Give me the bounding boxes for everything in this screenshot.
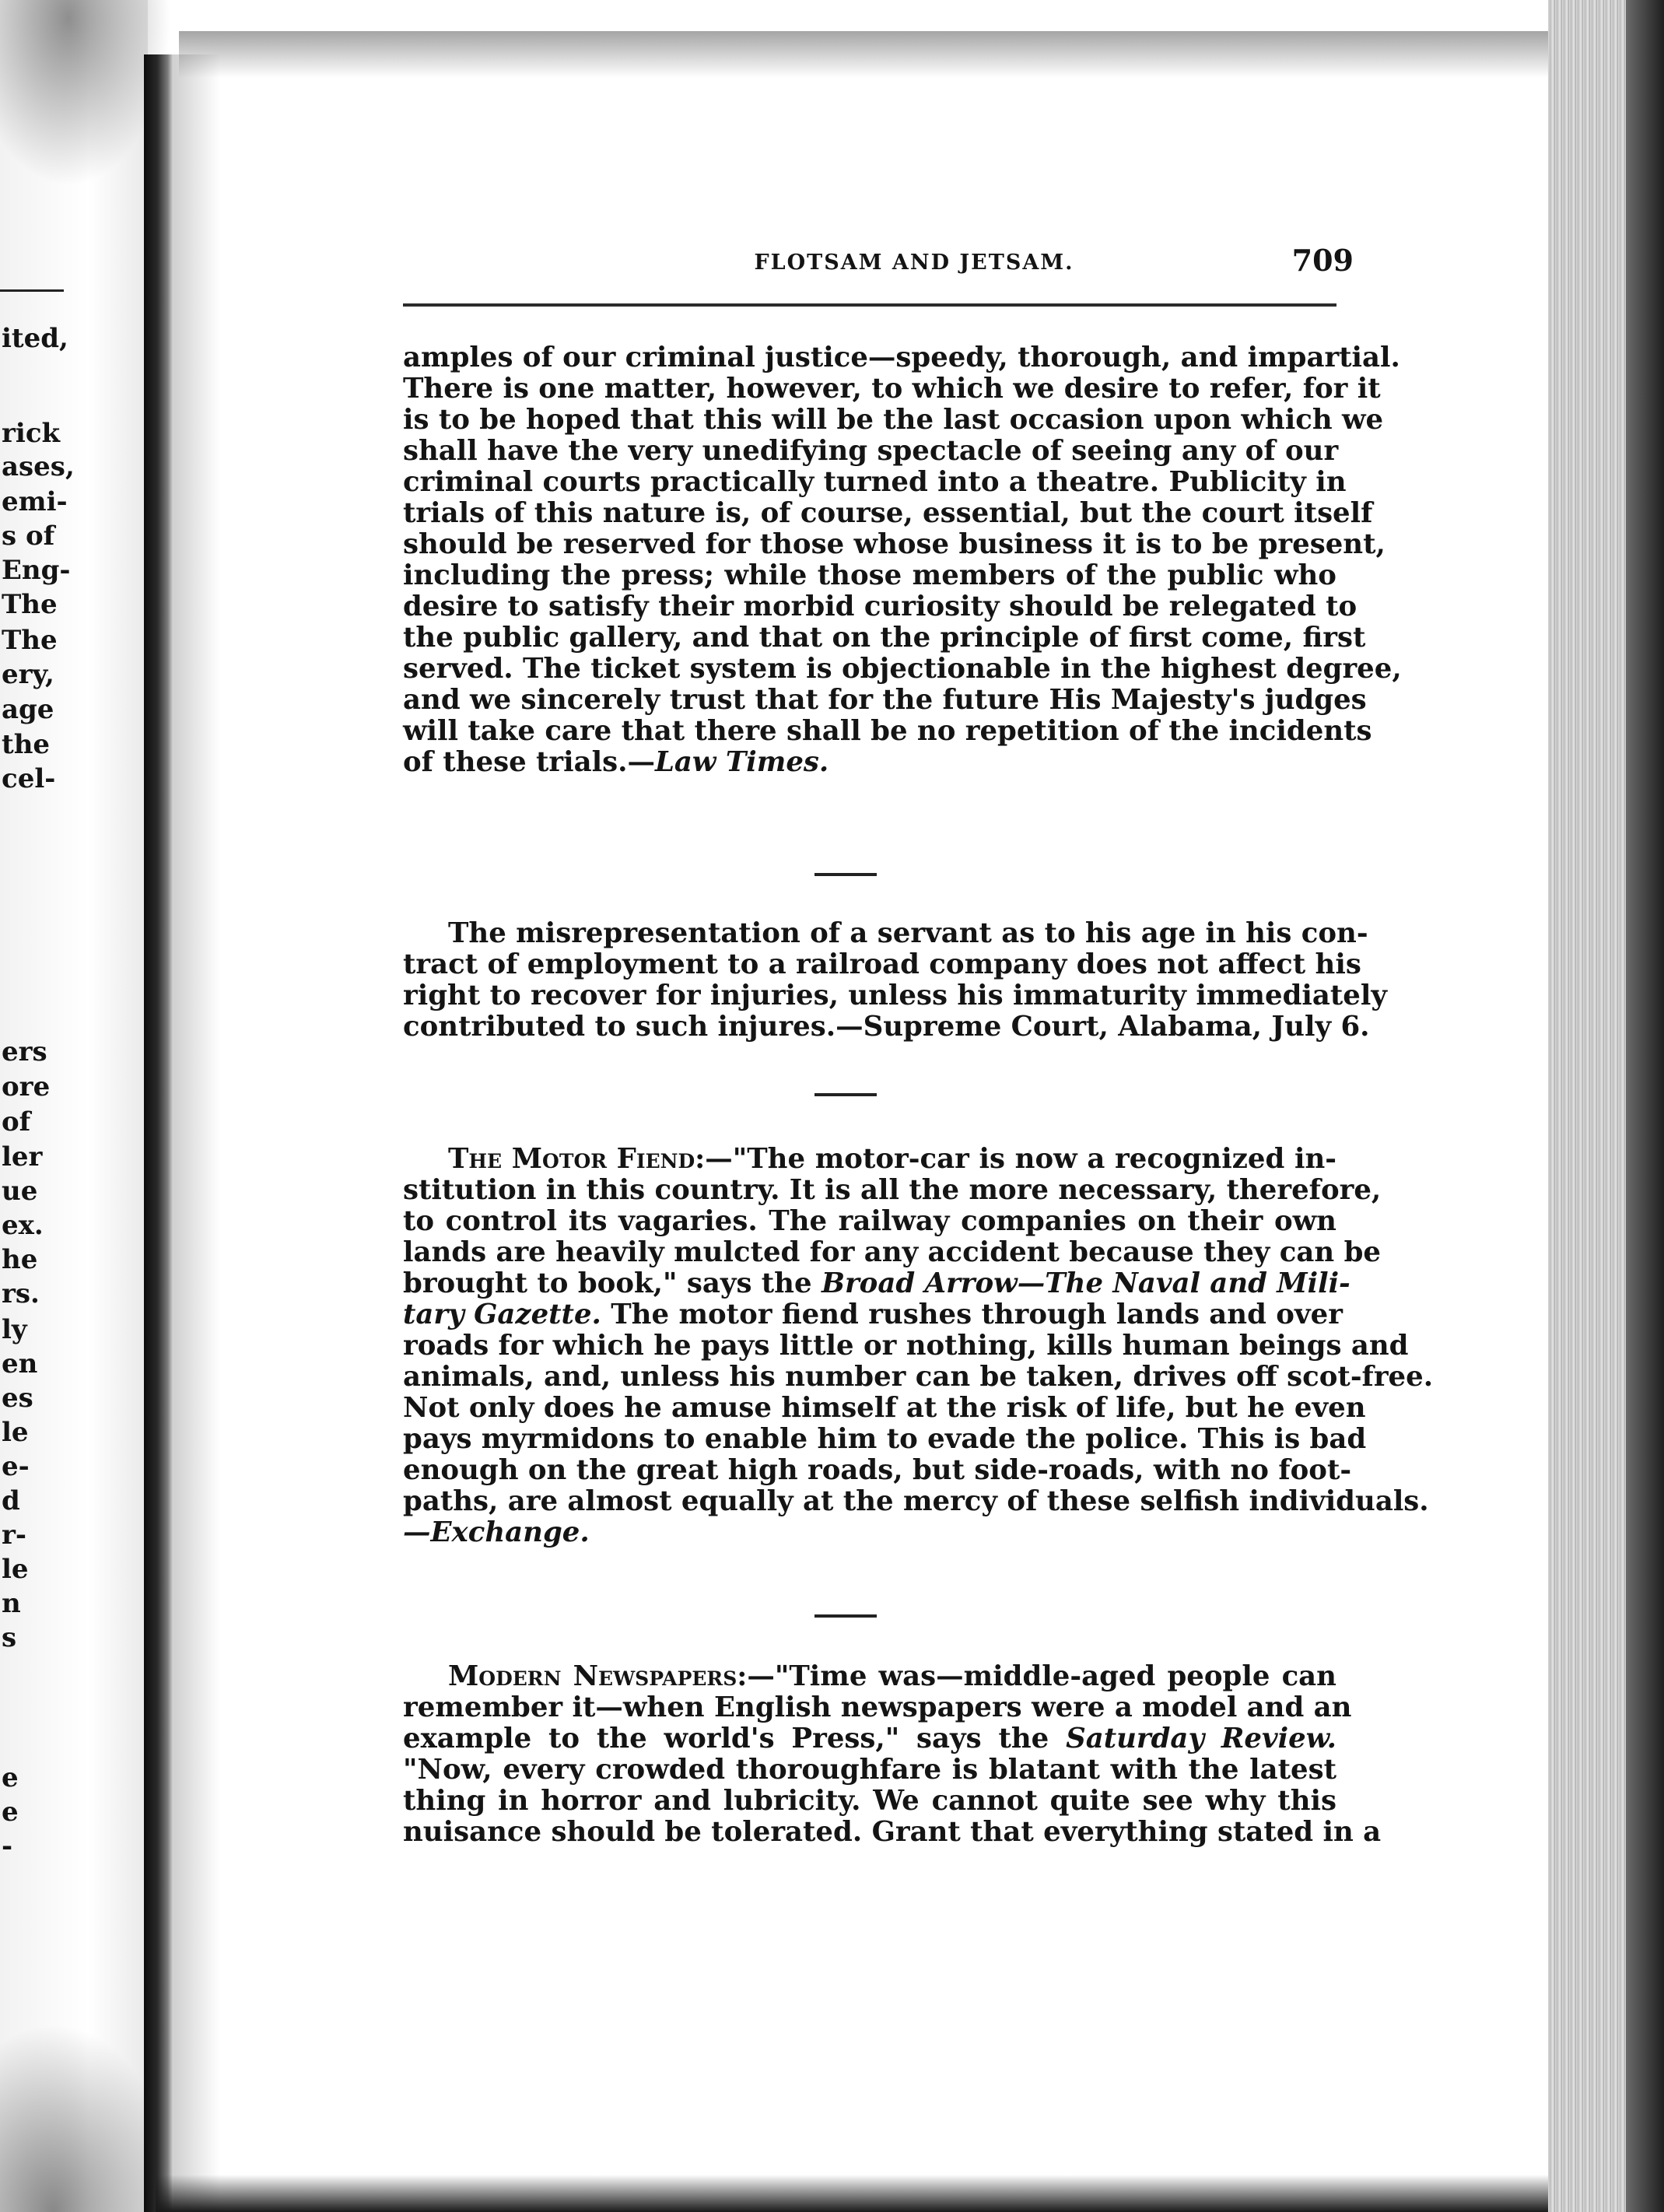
article-modern-newspapers: [403, 1660, 1382, 1848]
section-heading: The Motor Fiend: [448, 1143, 695, 1175]
text-line: [403, 1723, 1336, 1755]
page-number: 709: [1291, 243, 1354, 278]
fragment: ler: [2, 1141, 43, 1173]
text-line: The misrepresentation of a servant as to his age in his con-: [448, 917, 1368, 949]
fragment: e-: [2, 1451, 30, 1482]
fragment: es: [2, 1383, 33, 1414]
fragment: the: [2, 729, 51, 760]
page-bottom-edge: [156, 2175, 1634, 2212]
publication-title: Broad Arrow—The Naval and Mili-: [821, 1267, 1350, 1299]
text-line: remember it—when English newspapers were a model and an: [403, 1691, 1352, 1723]
fragment: n: [2, 1588, 21, 1619]
fragment: The: [2, 589, 58, 620]
fragment: The: [2, 625, 58, 656]
adjacent-page-fragments: [2, 0, 95, 2212]
text-line: amples of our criminal justice—speedy, thorough, and impartial.: [403, 342, 1400, 373]
text-line: pays myrmidons to enable him to evade the police. This is bad: [403, 1423, 1367, 1455]
article-supreme-court: [403, 917, 1387, 1043]
fragment: r-: [2, 1520, 27, 1551]
text-run: of these trials.—: [403, 746, 655, 778]
text-line: [403, 1299, 1343, 1330]
section-heading: Modern Newspapers: [448, 1660, 737, 1692]
text-line: will take care that there shall be no repetition of the incidents: [403, 715, 1372, 747]
publication-title: Saturday Review.: [1066, 1723, 1337, 1755]
fragment: ases,: [2, 451, 75, 482]
text-line: Not only does he amuse himself at the risk of life, but he even: [403, 1392, 1366, 1424]
text-line: [403, 747, 1336, 778]
text-line: animals, and, unless his number can be taken, drives off scot-free.: [403, 1361, 1434, 1393]
text-line: tract of employment to a railroad company does not affect his: [403, 948, 1361, 980]
fragment: age: [2, 694, 54, 725]
running-head: FLOTSAM AND JETSAM.: [754, 251, 1074, 275]
fragment: emi-: [2, 486, 68, 517]
text-line: right to recover for injuries, unless his immaturity immediately: [403, 980, 1387, 1011]
text-run: brought to book," says the: [403, 1267, 821, 1299]
text-line: and we sincerely trust that for the future His Majesty's judges: [403, 684, 1367, 716]
fragment: -: [2, 1831, 13, 1862]
text-line: paths, are almost equally at the mercy of these selfish individuals.: [403, 1485, 1429, 1517]
text-run: The motor fiend rushes through lands and over: [601, 1299, 1343, 1330]
article-motor-fiend: [403, 1143, 1434, 1548]
text-line: lands are heavily mulcted for any accident because they can be: [403, 1236, 1381, 1268]
publication-title: tary Gazette.: [403, 1299, 601, 1330]
fragment: ited,: [2, 323, 68, 354]
fragment: en: [2, 1348, 38, 1379]
scan-right-border: [1626, 0, 1664, 2212]
text-line: to control its vagaries. The railway companies on their own: [403, 1205, 1336, 1237]
section-separator: [814, 1614, 877, 1618]
section-separator: [814, 1093, 877, 1096]
fragment: ly: [2, 1314, 27, 1345]
text-line: [403, 1267, 1350, 1299]
fragment: ery,: [2, 659, 54, 690]
text-line: stitution in this country. It is all the more necessary, therefore,: [403, 1174, 1382, 1206]
text-line: trials of this nature is, of course, essential, but the court itself: [403, 497, 1373, 529]
text-run: :—"The motor-car is now a recognized in-: [695, 1143, 1336, 1175]
text-line: There is one matter, however, to which we desire to refer, for it: [403, 373, 1381, 405]
fragment: s: [2, 1622, 17, 1653]
source-citation: Law Times.: [654, 746, 829, 778]
fragment: of: [2, 1106, 31, 1138]
fragment: s of: [2, 521, 55, 552]
text-line: desire to satisfy their morbid curiosity should be relegated to: [403, 591, 1357, 622]
text-line: enough on the great high roads, but side-roads, with no foot-: [403, 1454, 1352, 1486]
source-citation: —Exchange.: [403, 1516, 590, 1548]
fragment: le: [2, 1554, 29, 1585]
text-line: [403, 1661, 1336, 1692]
text-line: thing in horror and lubricity. We cannot quite see why this: [403, 1785, 1336, 1817]
gutter-shadow: [173, 54, 220, 2212]
fragment: le: [2, 1417, 29, 1448]
fragment: Eng-: [2, 555, 71, 586]
fragment: cel-: [2, 763, 56, 794]
fragment: ore: [2, 1071, 51, 1102]
text-run: example to the world's Press," says the: [403, 1723, 1067, 1755]
fragment: rs.: [2, 1278, 40, 1309]
text-run: :—"Time was—middle-aged people can: [737, 1660, 1336, 1692]
section-separator: [814, 873, 877, 876]
text-line: is to be hoped that this will be the last occasion upon which we: [403, 404, 1384, 436]
text-line: roads for which he pays little or nothing, kills human beings and: [403, 1330, 1409, 1362]
fragment: d: [2, 1485, 20, 1516]
fragment: rick: [2, 418, 61, 449]
text-line: the public gallery, and that on the principle of first come, first: [403, 622, 1366, 654]
text-line: contributed to such injures.—Supreme Court, Alabama, July 6.: [403, 1011, 1370, 1043]
text-line: nuisance should be tolerated. Grant that everything stated in a: [403, 1816, 1382, 1848]
text-line: including the press; while those members of the public who: [403, 559, 1336, 591]
fragment: ers: [2, 1036, 47, 1067]
fragment: ex.: [2, 1210, 44, 1241]
fragment: ue: [2, 1176, 38, 1207]
fragment: he: [2, 1244, 38, 1275]
fragment: e: [2, 1762, 19, 1793]
binding-gutter: [144, 54, 173, 2212]
text-line: "Now, every crowded thoroughfare is blatant with the latest: [403, 1754, 1336, 1786]
fragment: e: [2, 1797, 19, 1828]
page-top-edge: [179, 31, 1595, 78]
text-line: criminal courts practically turned into a theatre. Publicity in: [403, 466, 1347, 498]
article-law-times: [403, 342, 1402, 778]
header-rule: [403, 303, 1336, 307]
text-line: [403, 1144, 1336, 1175]
text-line: should be reserved for those whose business it is to be present,: [403, 528, 1385, 560]
text-line: shall have the very unedifying spectacle of seeing any of our: [403, 435, 1339, 467]
text-line: served. The ticket system is objectionable in the highest degree,: [403, 653, 1402, 685]
